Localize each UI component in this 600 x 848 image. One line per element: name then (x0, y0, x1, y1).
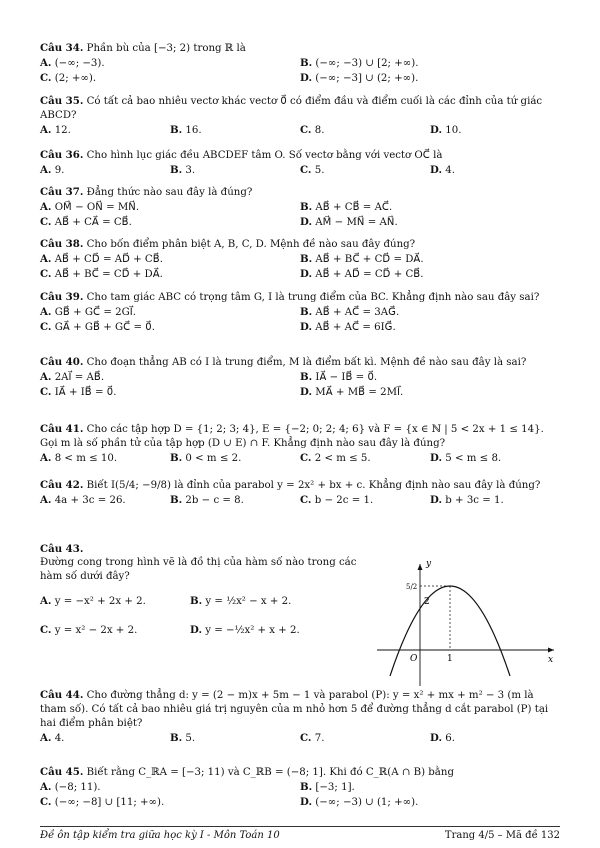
y-axis-arrow (418, 564, 423, 570)
question-38 (40, 237, 560, 282)
option-a[interactable]: A. 2AI⃗ = AB⃗. (40, 371, 105, 383)
option-c[interactable]: C. y = x² − 2x + 2. (40, 624, 138, 636)
x-axis-arrow (548, 648, 554, 653)
question-label: Câu 37. (40, 186, 84, 198)
question-39 (40, 290, 560, 335)
question-label: Câu 40. (40, 356, 84, 368)
x-axis-label: x (548, 655, 554, 665)
options-row (40, 795, 560, 810)
option-c[interactable]: C. AB⃗ + CA⃗ = CB⃗. (40, 216, 132, 228)
option-b[interactable]: B. y = ½x² − x + 2. (190, 595, 292, 607)
option-d[interactable]: D. AM⃗ − MN⃗ = AN⃗. (300, 216, 398, 228)
option-a[interactable]: A. 4. (40, 732, 65, 744)
options-row (40, 215, 560, 230)
option-b[interactable]: B. (−∞; −3) ∪ [2; +∞). (300, 57, 419, 69)
option-c[interactable]: C. AB⃗ + BC⃗ = CD⃗ + DA⃗. (40, 268, 163, 280)
question-35 (40, 94, 560, 138)
option-d[interactable]: D. y = −½x² + x + 2. (190, 624, 300, 636)
options-row (40, 370, 560, 385)
question-41 (40, 422, 560, 466)
option-c[interactable]: C. (−∞; −8] ∪ [11; +∞). (40, 796, 165, 808)
option-c[interactable]: C. IA⃗ + IB⃗ = 0⃗. (40, 386, 117, 398)
question-label: Câu 39. (40, 291, 84, 303)
options-row (40, 200, 560, 215)
option-a[interactable]: A. OM⃗ − ON⃗ = MN⃗. (40, 201, 140, 213)
option-a[interactable]: A. AB⃗ + CD⃗ = AD⃗ + CB⃗. (40, 253, 163, 265)
y-axis-label: y (426, 559, 432, 569)
question-34 (40, 41, 560, 86)
options-row (40, 305, 560, 320)
option-b[interactable]: B. AB⃗ + BC⃗ + CD⃗ = DA⃗. (300, 253, 424, 265)
y-tick-2: 2 (424, 597, 430, 607)
option-a[interactable]: A. 8 < m ≤ 10. (40, 452, 118, 464)
question-label: Câu 44. (40, 689, 84, 701)
question-label: Câu 35. (40, 95, 84, 107)
question-label: Câu 45. (40, 766, 84, 778)
question-text: Cho đoạn thẳng AB có I là trung điểm, M là điểm bất kì. Mệnh đề nào sau đây là sai? (86, 357, 527, 368)
options-row (40, 56, 560, 71)
option-b[interactable]: B. 2b − c = 8. (170, 494, 244, 506)
question-text: Đường cong trong hình vẽ là đồ thị của hàm số nào trong các hàm số dưới đây? (40, 557, 357, 582)
option-b[interactable]: B. AB⃗ + AC⃗ = 3AG⃗. (300, 306, 400, 318)
question-42 (40, 478, 560, 508)
question-text: Biết I(5/4; −9/8) là đỉnh của parabol y = 2x² + bx + c. Khẳng định nào sau đây là đúng? (86, 480, 541, 491)
option-d[interactable]: D. b + 3c = 1. (430, 494, 504, 506)
options-row (40, 71, 560, 86)
question-text: Đẳng thức nào sau đây là đúng? (86, 187, 253, 198)
option-b[interactable]: B. IA⃗ − IB⃗ = 0⃗. (300, 371, 378, 383)
option-a[interactable]: A. (−8; 11). (40, 781, 101, 793)
options-row (40, 594, 370, 609)
option-c[interactable]: C. 5. (300, 164, 325, 176)
option-d[interactable]: D. 6. (430, 732, 456, 744)
question-text: Cho tam giác ABC có trọng tâm G, I là trung điểm của BC. Khẳng định nào sau đây sai? (86, 292, 540, 303)
question-40 (40, 355, 560, 400)
question-text: Cho hình lục giác đều ABCDEF tâm O. Số vectơ bằng với vectơ OC⃗ là (86, 150, 443, 161)
option-a[interactable]: A. (−∞; −3). (40, 57, 105, 69)
option-d[interactable]: D. AB⃗ + AD⃗ = CD⃗ + CB⃗. (300, 268, 424, 280)
options-row (40, 267, 560, 282)
option-a[interactable]: A. 9. (40, 164, 65, 176)
question-44 (40, 688, 560, 746)
option-d[interactable]: D. 4. (430, 164, 456, 176)
y-tick-5-2: 5/2 (406, 583, 418, 591)
page-footer (40, 826, 560, 841)
question-text: Có tất cả bao nhiêu vectơ khác vectơ 0⃗ có điểm đầu và điểm cuối là các đỉnh của tứ giác ABCD? (40, 96, 543, 121)
option-b[interactable]: B. 0 < m ≤ 2. (170, 452, 242, 464)
option-a[interactable]: A. GB⃗ + GC⃗ = 2GI⃗. (40, 306, 136, 318)
question-label: Câu 36. (40, 149, 84, 161)
question-text: Cho đường thẳng d: y = (2 − m)x + 5m − 1 và parabol (P): y = x² + mx + m² − 3 (m là tham số). Có tất cả bao nhiêu giá trị nguyên của m nhỏ hơn 5 để đường thẳng d cắt parabol (P) tại hai điểm phân biệt? (40, 690, 549, 729)
question-text: Biết rằng C_ℝA = [−3; 11) và C_ℝB = (−8; 1]. Khi đó C_ℝ(A ∩ B) bằng (86, 767, 454, 778)
options-row (40, 163, 560, 178)
option-d[interactable]: D. (−∞; −3] ∪ (2; +∞). (300, 72, 419, 84)
question-36 (40, 148, 560, 178)
question-label: Câu 38. (40, 238, 84, 250)
options-row (40, 493, 560, 508)
option-c[interactable]: C. 8. (300, 124, 325, 136)
option-d[interactable]: D. MA⃗ + MB⃗ = 2MI⃗. (300, 386, 404, 398)
option-d[interactable]: D. (−∞; −3) ∪ (1; +∞). (300, 796, 419, 808)
option-c[interactable]: C. 7. (300, 732, 325, 744)
option-b[interactable]: B. AB⃗ + CB⃗ = AC⃗. (300, 201, 393, 213)
question-label: Câu 42. (40, 479, 84, 491)
option-a[interactable]: A. 4a + 3c = 26. (40, 494, 126, 506)
footer-exam-title: Đề ôn tập kiểm tra giữa học kỳ I - Môn Toán 10 (40, 830, 280, 841)
options-row (40, 320, 560, 335)
question-text: Cho các tập hợp D = {1; 2; 3; 4}, E = {−2; 0; 2; 4; 6} và F = {x ∈ ℕ | 5 < 2x + 1 ≤ 14}. Gọi m là số phần tử của tập hợp (D ∪ E) ∩ F. Khẳng định nào sau đây là đúng? (40, 424, 544, 449)
question-37 (40, 185, 560, 230)
parabola-graph (372, 558, 562, 688)
origin-label: O (410, 654, 418, 664)
question-text: Cho bốn điểm phân biệt A, B, C, D. Mệnh đề nào sau đây đúng? (86, 239, 416, 250)
option-c[interactable]: C. b − 2c = 1. (300, 494, 374, 506)
option-b[interactable]: B. 5. (170, 732, 196, 744)
option-b[interactable]: B. [−3; 1]. (300, 781, 355, 793)
option-d[interactable]: D. AB⃗ + AC⃗ = 6IG⃗. (300, 321, 396, 333)
option-c[interactable]: C. GA⃗ + GB⃗ + GC⃗ = 0⃗. (40, 321, 155, 333)
options-row (40, 623, 370, 638)
option-b[interactable]: B. 3. (170, 164, 196, 176)
option-d[interactable]: D. 10. (430, 124, 462, 136)
option-a[interactable]: A. y = −x² + 2x + 2. (40, 595, 146, 607)
option-d[interactable]: D. 5 < m ≤ 8. (430, 452, 502, 464)
options-row (40, 385, 560, 400)
options-row (40, 123, 560, 138)
option-c[interactable]: C. (2; +∞). (40, 72, 97, 84)
question-text: Phần bù của [−3; 2) trong ℝ là (86, 43, 246, 54)
question-43 (40, 542, 370, 638)
question-45 (40, 765, 560, 810)
options-row (40, 731, 560, 746)
options-row (40, 451, 560, 466)
footer-page-number: Trang 4/5 – Mã đề 132 (444, 830, 560, 841)
question-label: Câu 43. (40, 543, 84, 555)
options-row (40, 252, 560, 267)
option-c[interactable]: C. 2 < m ≤ 5. (300, 452, 371, 464)
options-row (40, 780, 560, 795)
question-label: Câu 41. (40, 423, 84, 435)
option-a[interactable]: A. 12. (40, 124, 71, 136)
option-b[interactable]: B. 16. (170, 124, 202, 136)
question-label: Câu 34. (40, 42, 84, 54)
x-tick-1: 1 (447, 654, 453, 664)
